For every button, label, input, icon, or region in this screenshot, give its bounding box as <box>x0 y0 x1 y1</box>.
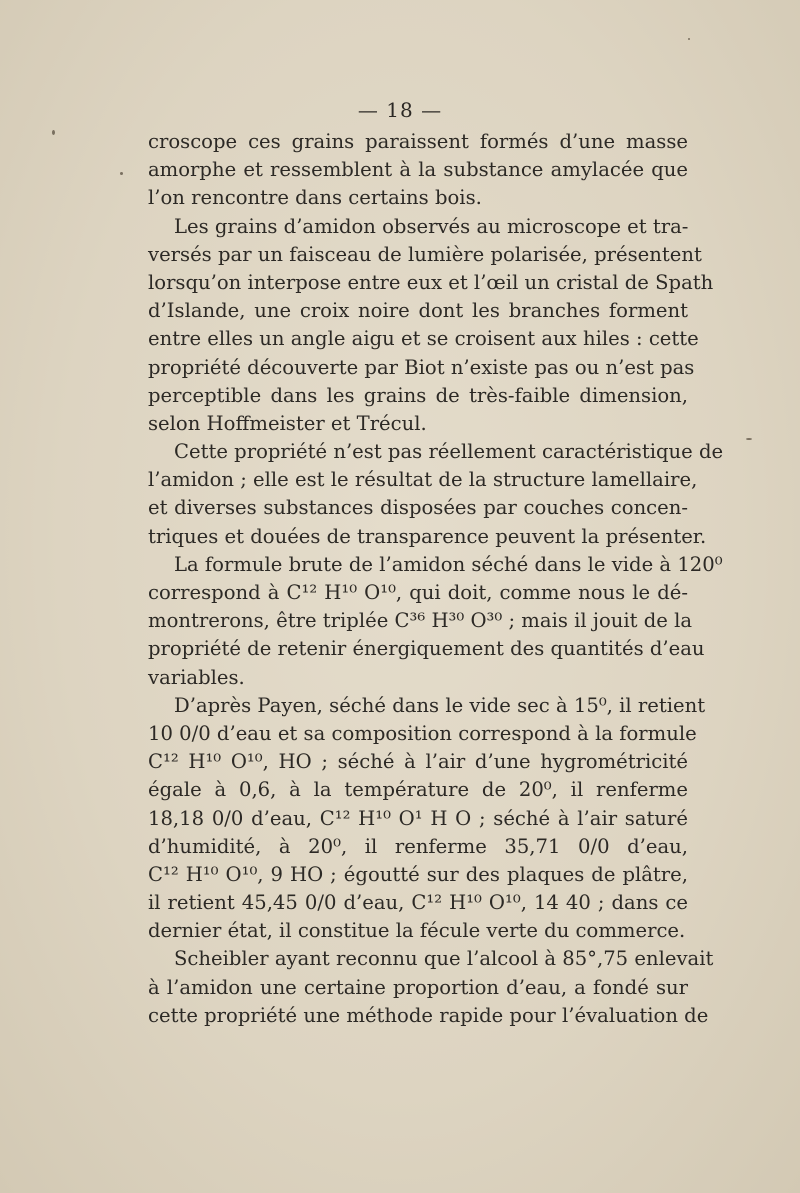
text-line: D’après Payen, séché dans le vide sec à 15⁰, il retient <box>174 693 706 717</box>
text-line: La formule brute de l’amidon séché dans le vide à 120⁰ <box>174 552 723 576</box>
text-line: Scheibler ayant reconnu que l’alcool à 85°,75 enlevait <box>174 947 714 971</box>
text-line: montrerons, être triplée C³⁶ H³⁰ O³⁰ ; mais il jouit de la <box>148 609 693 633</box>
text-line: dernier état, il constitue la fécule verte du commerce. <box>148 919 686 943</box>
text-line: perceptible dans les grains de très-faible dimension, <box>148 383 688 407</box>
text-line: propriété de retenir énergiquement des quantités d’eau <box>148 637 705 661</box>
text-line: selon Hoffmeister et Trécul. <box>148 411 427 435</box>
text-line: variables. <box>148 665 245 689</box>
text-line: lorsqu’on interpose entre eux et l’œil un cristal de Spath <box>148 270 714 294</box>
text-line: il retient 45,45 0/0 d’eau, C¹² H¹⁰ O¹⁰, 14 40 ; dans ce <box>148 891 688 915</box>
text-line: à l’amidon une certaine proportion d’eau, a fondé sur <box>148 975 688 999</box>
paper-speck <box>52 130 55 135</box>
text-line: l’amidon ; elle est le résultat de la structure lamellaire, <box>148 468 698 492</box>
text-line: C¹² H¹⁰ O¹⁰, HO ; séché à l’air d’une hygrométricité <box>148 750 688 774</box>
text-line: égale à 0,6, à la température de 20⁰, il renferme <box>148 778 688 802</box>
text-line: d’Islande, une croix noire dont les branches forment <box>148 299 688 323</box>
text-line: C¹² H¹⁰ O¹⁰, 9 HO ; égoutté sur des plaques de plâtre, <box>148 862 688 886</box>
text-line: versés par un faisceau de lumière polarisée, présentent <box>148 242 702 266</box>
paper-speck <box>746 438 752 440</box>
page-number: — 18 — <box>357 98 443 122</box>
paper-speck <box>120 172 123 175</box>
text-line: correspond à C¹² H¹⁰ O¹⁰, qui doit, comme nous le dé- <box>148 581 688 604</box>
text-line: entre elles un angle aigu et se croisent aux hiles : cette <box>148 327 699 351</box>
text-line: croscope ces grains paraissent formés d’une masse <box>148 130 688 153</box>
text-line: l’on rencontre dans certains bois. <box>148 186 482 210</box>
body-text <box>148 128 724 1030</box>
text-line: 18,18 0/0 d’eau, C¹² H¹⁰ O¹ H O ; séché à l’air saturé <box>148 806 688 830</box>
text-line: cette propriété une méthode rapide pour l’évaluation de <box>148 1003 709 1027</box>
text-line: propriété découverte par Biot n’existe pas ou n’est pas <box>148 355 695 379</box>
text-line: triques et douées de transparence peuvent la présenter. <box>148 524 707 548</box>
text-line: d’humidité, à 20⁰, il renferme 35,71 0/0 d’eau, <box>148 834 688 858</box>
text-line: Les grains d’amidon observés au microscope et tra- <box>174 214 689 238</box>
text-line: 10 0/0 d’eau et sa composition correspond à la formule <box>148 721 697 745</box>
text-line: amorphe et ressemblent à la substance amylacée que <box>148 158 688 182</box>
paper-speck <box>688 38 690 40</box>
text-line: Cette propriété n’est pas réellement caractéristique de <box>174 440 724 464</box>
text-line: et diverses substances disposées par couches concen- <box>148 496 688 520</box>
